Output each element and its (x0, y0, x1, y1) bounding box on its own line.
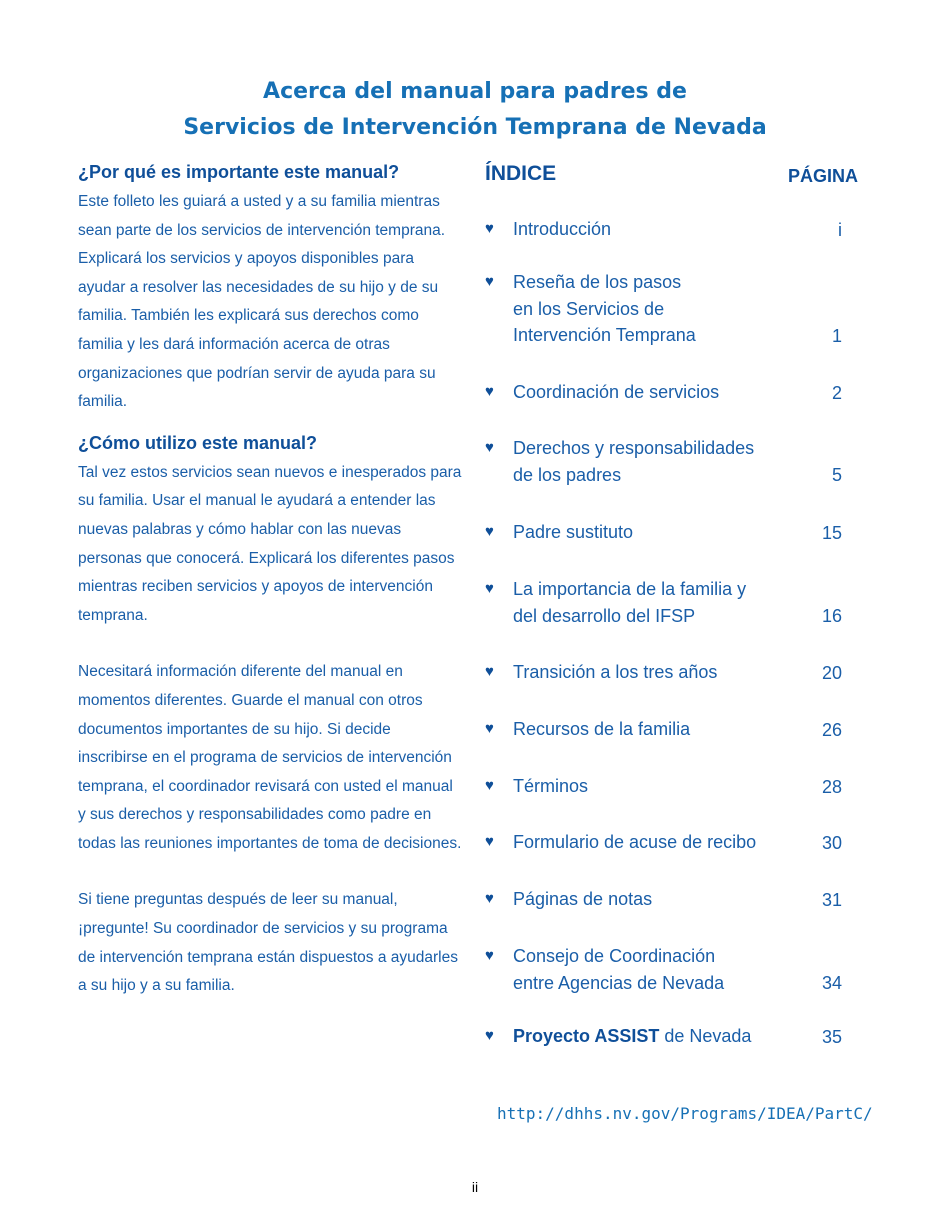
section-heading: ¿Por qué es importante este manual? (78, 162, 400, 182)
toc-label-rest: de Nevada (659, 1026, 752, 1046)
section-heading: ¿Cómo utilizo este manual? (78, 432, 318, 453)
index-header (485, 162, 860, 192)
heart-icon: ♥ (485, 663, 494, 680)
heart-icon: ♥ (485, 947, 494, 964)
heart-icon: ♥ (485, 383, 494, 400)
paragraph: Este folleto les guiará a usted y a su familia mientras sean parte de los servicios de intervención temprana. Explicará los servicios y apoyos disponibles para ayudar a resolver las necesidades de su hijo y de su familia. También les explicará sus derechos como familia y les dará información acerca de otras organizaciones que podrían servir de ayuda para su familia. (78, 193, 446, 411)
toc-page: 26 (821, 719, 842, 740)
toc-page: 28 (821, 776, 842, 797)
toc-item-resena[interactable] (485, 269, 842, 349)
page-number: ii (471, 1179, 479, 1195)
heart-icon: ♥ (485, 720, 494, 737)
toc-page: 1 (831, 325, 842, 346)
toc-item-recursos[interactable] (485, 716, 842, 743)
toc-label: Recursos de la familia (513, 719, 691, 739)
toc-label: Páginas de notas (513, 889, 653, 909)
toc-item-introduccion[interactable] (485, 216, 842, 243)
toc-item-paginas-notas[interactable] (485, 886, 842, 913)
heart-icon: ♥ (485, 890, 494, 907)
toc-page: 5 (831, 464, 842, 485)
heart-icon: ♥ (485, 833, 494, 850)
toc-label: Padre sustituto (513, 522, 634, 542)
toc-page: 20 (821, 662, 842, 683)
heart-icon: ♥ (485, 220, 494, 237)
document-title (0, 74, 950, 146)
title-line-1: Acerca del manual para padres de (263, 79, 687, 104)
toc-label: Coordinación de servicios (513, 382, 720, 402)
paragraph: Necesitará información diferente del manual en momentos diferentes. Guarde el manual con otros documentos importantes de su hijo. Si decide inscribirse en el programa de servicios de intervención temprana, el coordinador revisará con usted el manual y sus derechos y responsabilidades como padre en todas las reuniones importantes de toma de decisiones. (78, 663, 462, 852)
toc-label: Derechos y responsabilidades de los padres (513, 438, 755, 485)
title-line-2: Servicios de Intervención Temprana de Nevada (183, 115, 767, 140)
toc-item-coordinacion[interactable] (485, 379, 842, 406)
toc-page: i (838, 219, 842, 240)
toc-label: La importancia de la familia y del desarrollo del IFSP (513, 579, 747, 626)
toc-page: 30 (821, 832, 842, 853)
heart-icon: ♥ (485, 273, 494, 290)
heart-icon: ♥ (485, 777, 494, 794)
toc-page: 15 (821, 522, 842, 543)
toc-label: Transición a los tres años (513, 662, 718, 682)
intro-column (78, 160, 463, 1001)
section-how (78, 431, 463, 1001)
toc-page: 35 (821, 1026, 842, 1047)
website-link[interactable]: http://dhhs.nv.gov/Programs/IDEA/PartC/ (497, 1104, 873, 1123)
toc-label: Reseña de los pasos en los Servicios de Intervención Temprana (513, 272, 696, 345)
paragraph: Tal vez estos servicios sean nuevos e inesperados para su familia. Usar el manual le ayudará a entender las nuevas palabras y cómo hablar con las nuevas personas que conocerá. Explicará los diferentes pasos mientras reciben servicios y apoyos de intervención temprana. (78, 463, 462, 624)
toc-label (513, 1023, 793, 1050)
toc-label: Consejo de Coordinación entre Agencias de Nevada (513, 946, 725, 993)
toc-item-formulario[interactable] (485, 829, 842, 856)
toc-item-importancia[interactable] (485, 576, 842, 629)
toc-page: 31 (821, 889, 842, 910)
heart-icon: ♥ (485, 1027, 494, 1044)
toc-page: 34 (821, 972, 842, 993)
index-heading: ÍNDICE (485, 162, 557, 185)
heart-icon: ♥ (485, 580, 494, 597)
toc-label: Términos (513, 776, 589, 796)
toc-item-terminos[interactable] (485, 773, 842, 800)
toc-item-derechos[interactable] (485, 435, 842, 488)
paragraph: Si tiene preguntas después de leer su manual, ¡pregunte! Su coordinador de servicios y su programa de intervención temprana están dispuestos a ayudarles a su hijo y a su familia. (78, 891, 458, 995)
toc-page: 2 (831, 382, 842, 403)
toc-item-proyecto-assist[interactable] (485, 1023, 842, 1050)
heart-icon: ♥ (485, 523, 494, 540)
toc-page: 16 (821, 605, 842, 626)
toc-item-consejo[interactable] (485, 943, 842, 996)
toc-item-padre-sustituto[interactable] (485, 519, 842, 546)
heart-icon: ♥ (485, 439, 494, 456)
toc-item-transicion[interactable] (485, 659, 842, 686)
toc-label: Introducción (513, 219, 612, 239)
toc-label: Formulario de acuse de recibo (513, 832, 757, 852)
toc-label-bold: Proyecto ASSIST (513, 1026, 660, 1046)
index-page-heading: PÁGINA (787, 166, 858, 186)
section-why (78, 160, 463, 417)
